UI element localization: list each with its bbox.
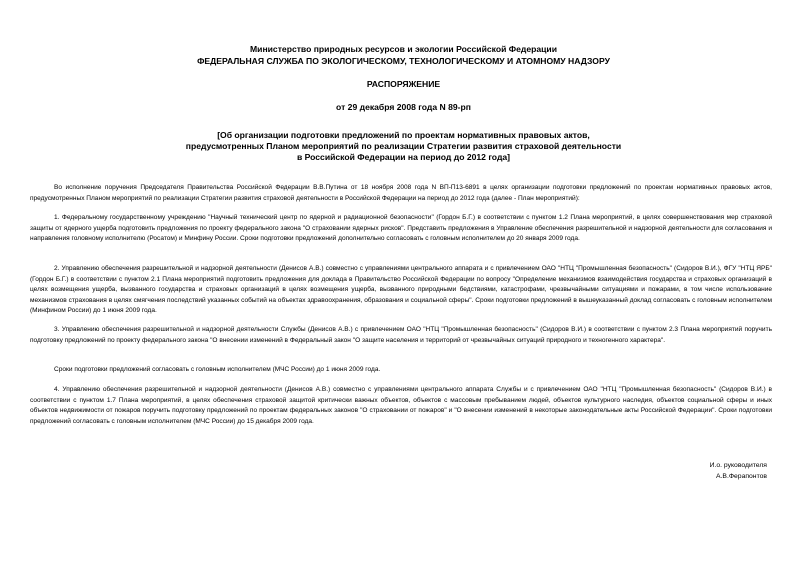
subject-line-1: [Об организации подготовки предложений по проектам нормативных правовых актов, (217, 130, 590, 140)
document-subject (0, 130, 807, 164)
signature-position: И.о. руководителя (709, 462, 767, 469)
document-date-number: от 29 декабря 2008 года N 89-рп (336, 102, 471, 112)
item-3-term-paragraph: Сроки подготовки предложений согласовать с головным исполнителем (МЧС России) до 1 июня 2009 года. (54, 366, 381, 373)
item-4-paragraph: 4. Управлению обеспечения разрешительной и надзорной деятельности (Денисов А.В.) совместно с управлениями центрального аппарата Службы и с привлечением ОАО "НТЦ "Промышленная безопасность" (Сидоров В.И.) в соответствии с пунктом 1.7 Плана мероприятий, в целях обеспечения страховой защитой критически важных объектов, объектов с массовым пребыванием людей, объектов культурного наследия, объектов социальной сферы и иных объектов недвижимости от пожаров поручить подготовку предложений по проектам федеральных законов "О страховании от пожаров" и "О внесении изменений в некоторые законодательные акты Российской Федерации". Сроки подготовки предложений согласовать с головным исполнителем (МЧС России) до 15 декабря 2009 года. (30, 386, 772, 425)
subject-line-2: предусмотренных Планом мероприятий по реализации Стратегии развития страховой деятельности (185, 141, 622, 152)
ministry-heading: Министерство природных ресурсов и экологии Российской Федерации (250, 44, 557, 54)
item-3-paragraph: 3. Управлению обеспечения разрешительной и надзорной деятельности Службы (Денисов А.В.) с привлечением ОАО "НТЦ "Промышленная безопасность" (Сидоров В.И.) в соответствии с пунктом 2.3 Плана мероприятий поручить подготовку предложений по проекту федерального закона "О внесении изменений в Федеральный закон "О защите населения и территорий от чрезвычайных ситуаций природного и техногенного характера". (30, 326, 772, 344)
subject-line-3: в Российской Федерации на период до 2012 года] (296, 152, 511, 163)
intro-paragraph: Во исполнение поручения Председателя Правительства Российской Федерации В.В.Путина от 18 ноября 2008 года N ВП-П13-6891 в целях организации подготовки предложений по проектам нормативных правовых актов, предусмотренных Планом мероприятий по реализации Стратегии развития страховой деятельности в Российской Федерации на период до 2012 года (далее - План мероприятий): (30, 184, 772, 202)
document-type: РАСПОРЯЖЕНИЕ (366, 79, 441, 89)
item-2-paragraph: 2. Управлению обеспечения разрешительной и надзорной деятельности (Денисов А.В.) совместно с управлениями центрального аппарата и с привлечением ОАО "НТЦ "Промышленная безопасность" (Сидоров В.И.), ФГУ "НТЦ ЯРБ" (Гордон Б.Г.) в соответствии с пунктом 2.1 Плана мероприятий подготовить предложения для доклада в Правительство Российской Федерации по вопросу "Определение механизмов взаимодействия государства и страховых организаций в целях возмещения ущерба, вызванного государства и страховых организаций в целях возмещения ущерба, вызванного природными бедствиями, катастрофами, чрезвычайными ситуациями и пожарами, в том числе использование механизмов страхования в целях смягчения последствий указанных событий на объектах здравоохранения, образования и социальной сферы". Сроки подготовки предложений в вышеуказанный доклад согласовать с головным исполнителем (Минфином России) до 1 июня 2009 года. (30, 265, 772, 314)
signature-name: А.В.Ферапонтов (716, 473, 767, 480)
service-heading: ФЕДЕРАЛЬНАЯ СЛУЖБА ПО ЭКОЛОГИЧЕСКОМУ, ТЕХНОЛОГИЧЕСКОМУ И АТОМНОМУ НАДЗОРУ (197, 56, 610, 66)
item-1-paragraph: 1. Федеральному государственному учреждению "Научный технический центр по ядерной и радиационной безопасности" (Гордон Б.Г.) в соответствии с пунктом 1.2 Плана мероприятий, в целях совершенствования мер страховой защиты от ядерного ущерба подготовить предложения по проекту федерального закона "О страховании ядерных рисков". Представить предложения в Управление обеспечения разрешительной и надзорной деятельности для согласования и направления головному исполнителю (Росатом) и Минфину России. Сроки подготовки предложений дополнительно согласовать с головным исполнителем до 20 января 2009 года. (30, 214, 772, 242)
